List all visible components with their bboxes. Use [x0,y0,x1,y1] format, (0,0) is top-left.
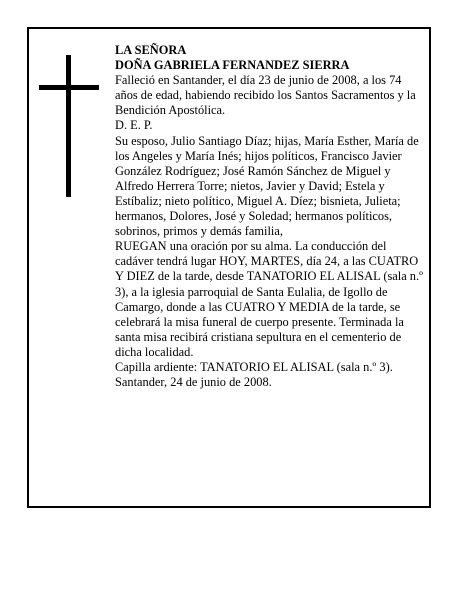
cross-vertical-bar [66,55,71,197]
obituary-notice [27,27,431,508]
prayer-request: RUEGAN una oración por su alma. La conducción del cadáver tendrá lugar HOY, MARTES, día 24, a las CUATRO Y DIEZ de la tarde, desde TANATORIO EL ALISAL (sala n.º 3), a la iglesia parroquial de Santa Eulalia, de Igollo de Camargo, donde a las CUATRO Y MEDIA de la tarde, se celebrará la misa funeral de cuerpo presente. Terminada la santa misa recibirá cristiana sepultura en el cementerio de dicha localidad. [115,239,423,359]
cross-icon [39,55,99,197]
death-info: Falleció en Santander, el día 23 de junio de 2008, a los 74 años de edad, habiendo recibido los Santos Sacramentos y la Bendición Apostólica. [115,73,416,118]
family-list: Su esposo, Julio Santiago Díaz; hijas, María Esther, María de los Angeles y María Inés; hijos políticos, Francisco Javier González Rodríguez; José Ramón Sánchez de Miguel y Alfredo Herrera Torre; nietos, Javier y David; Estela y Estíbaliz; nieto político, Miguel A. Díez; bisnieta, Julieta; hermanos, Dolores, José y Soledad; hermanos políticos, sobrinos, primos y demás familia, [115,133,419,239]
place-date: Santander, 24 de junio de 2008. [115,375,272,390]
obituary-text [115,43,423,390]
deceased-name: DOÑA GABRIELA FERNANDEZ SIERRA [115,58,350,73]
chapel-info: Capilla ardiente: TANATORIO EL ALISAL (sala n.º 3). [115,359,393,374]
heading-title: LA SEÑORA [115,43,187,57]
cross-horizontal-bar [39,85,99,90]
rip-text: D. E. P. [115,118,153,133]
